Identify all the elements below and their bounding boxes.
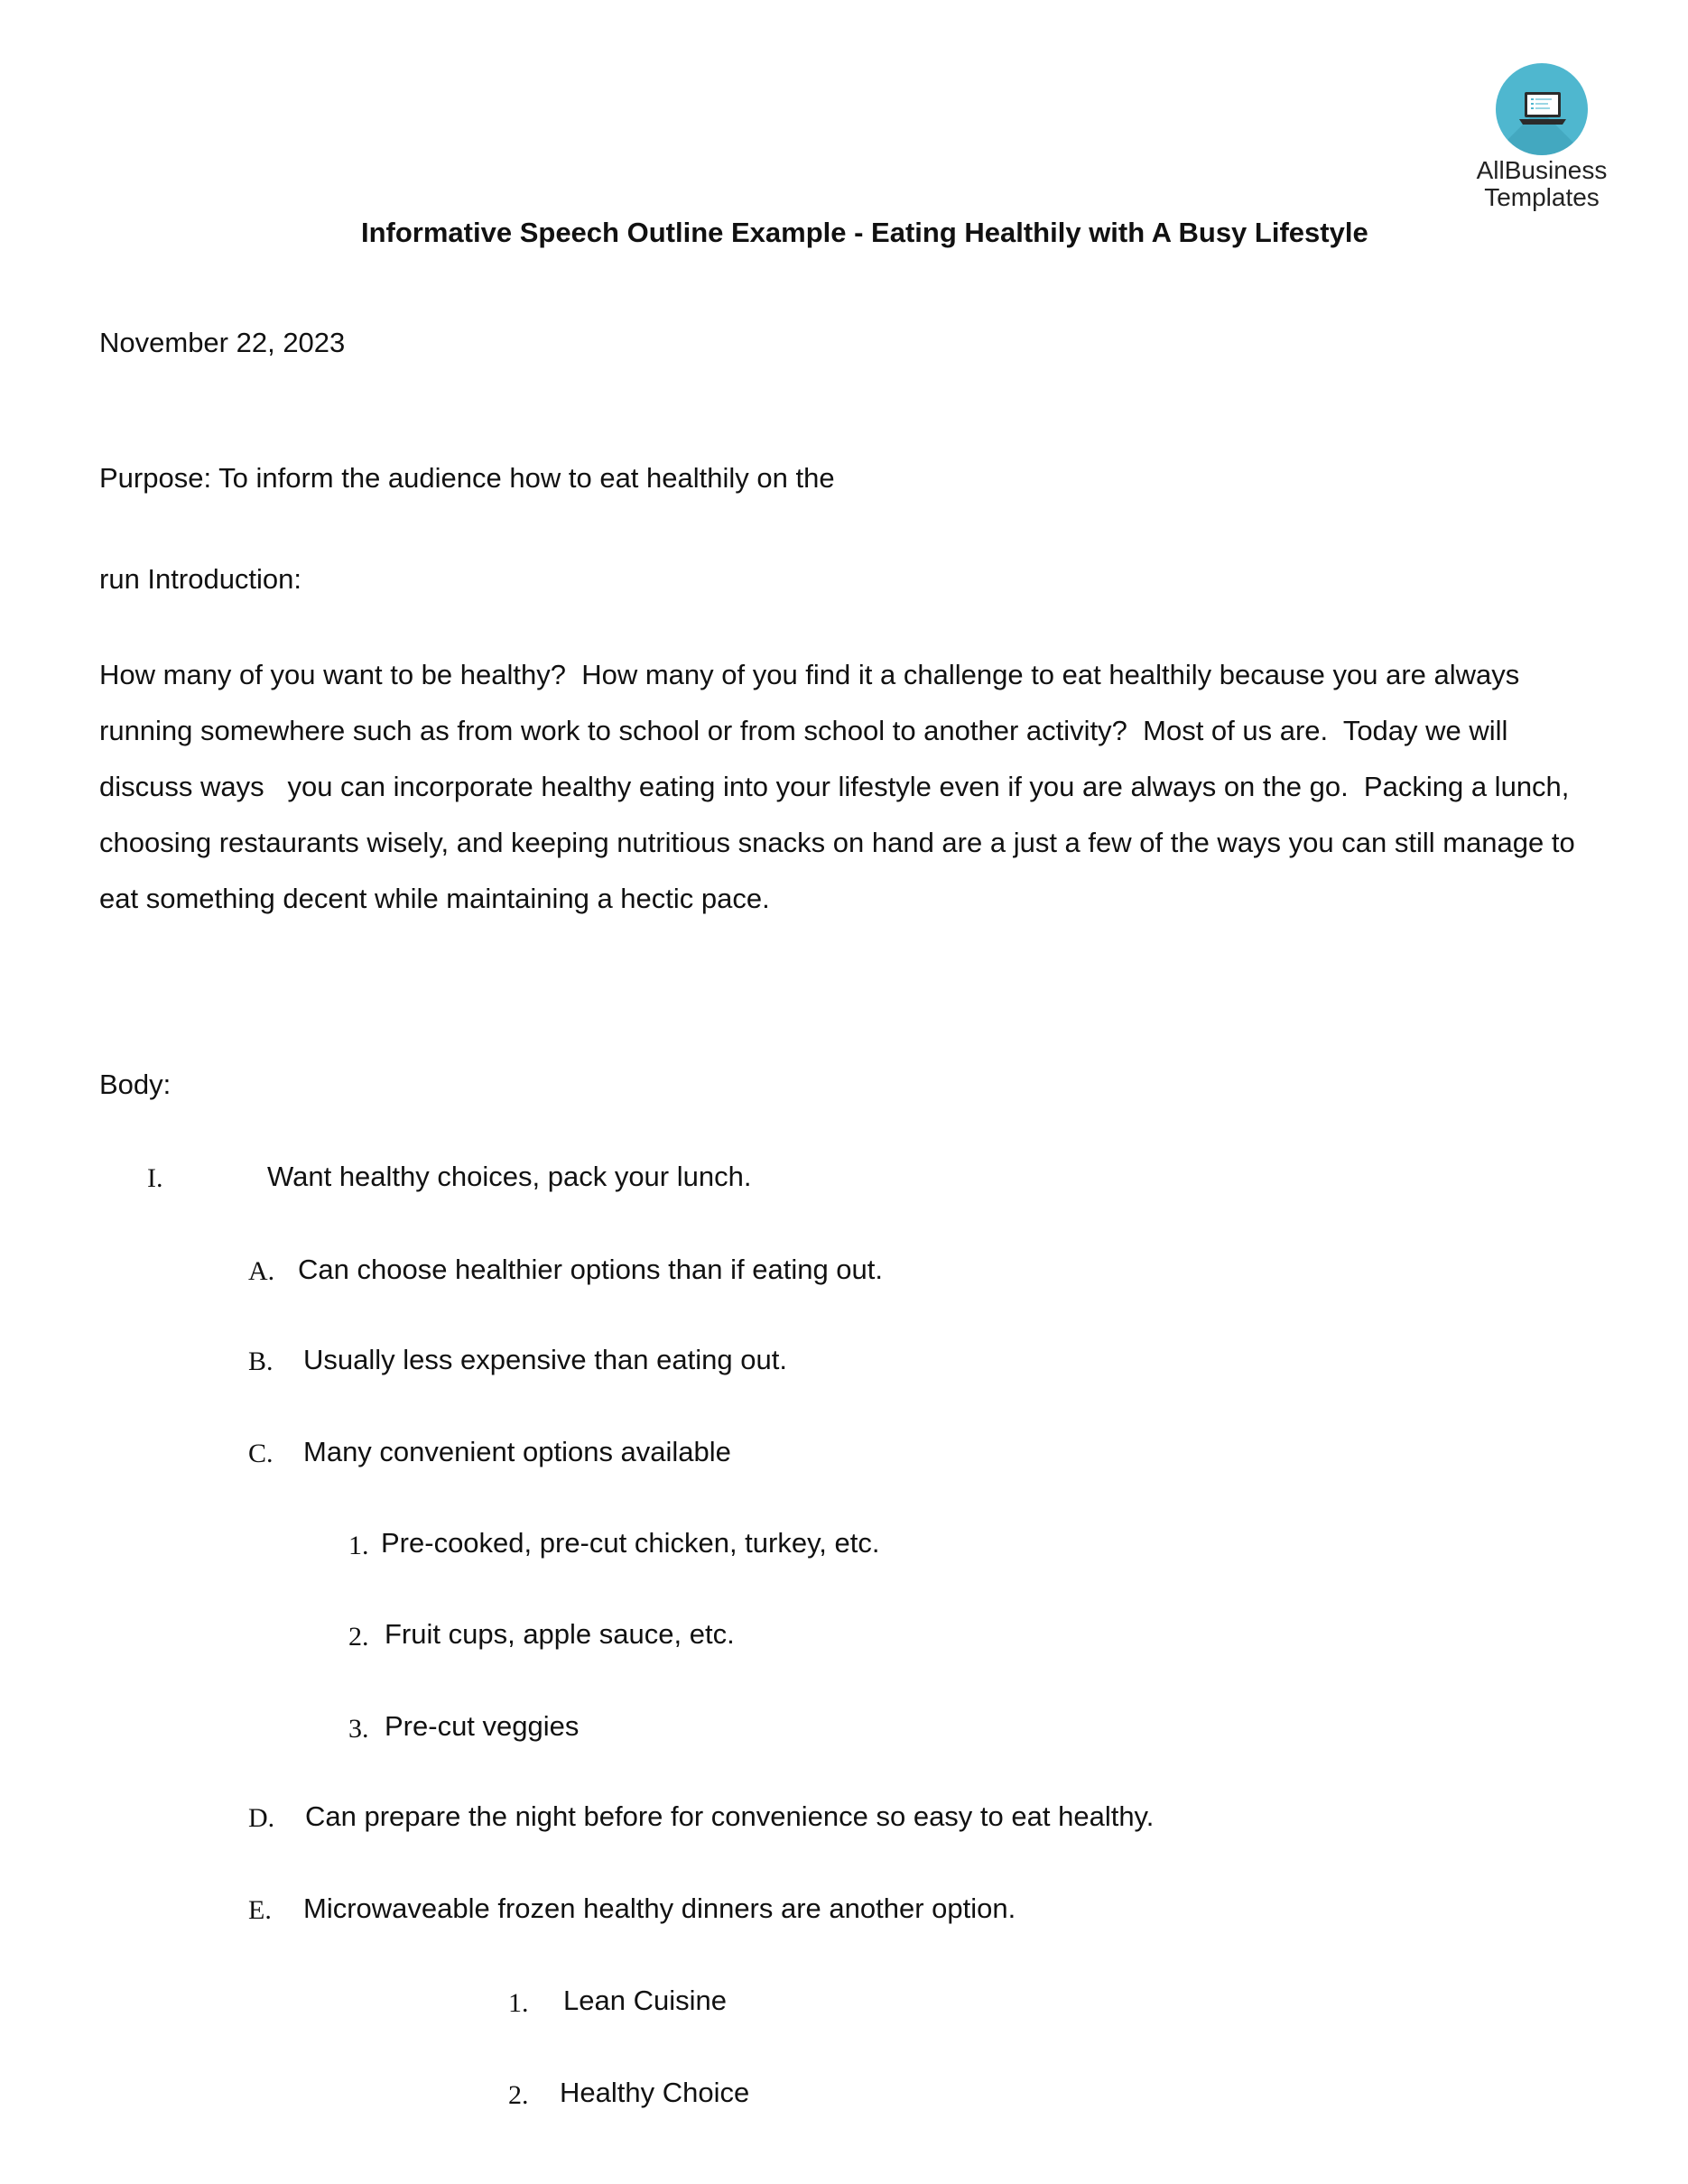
outline-marker-e: E. — [248, 1895, 272, 1925]
logo-line-1: AllBusiness — [1476, 156, 1608, 184]
logo-line-2: Templates — [1484, 183, 1600, 211]
outline-marker-d: D. — [248, 1803, 275, 1833]
outline-item-c3: Pre-cut veggies — [385, 1710, 580, 1742]
introduction-paragraph — [99, 661, 1580, 940]
body-heading: Body: — [99, 1069, 172, 1100]
outline-item-c1: Pre-cooked, pre-cut chicken, turkey, etc. — [381, 1527, 880, 1559]
paragraph-line: discuss ways you can incorporate healthy eating into your lifestyle even if you are always on the go. Packing a lunch, — [99, 771, 1570, 802]
outline-item-b: Usually less expensive than eating out. — [303, 1344, 787, 1375]
outline-item-a: Can choose healthier options than if eating out. — [298, 1254, 884, 1285]
outline-marker-c3: 3. — [348, 1714, 369, 1744]
outline-marker-e2: 2. — [508, 2080, 529, 2110]
outline-marker-b: B. — [248, 1346, 274, 1376]
paragraph-line: running somewhere such as from work to school or from school to another activity? Most of us are. Today we will — [99, 715, 1508, 746]
logo-circle — [1496, 63, 1588, 155]
purpose-statement: Purpose: To inform the audience how to eat healthily on the — [99, 462, 835, 494]
paragraph-line: choosing restaurants wisely, and keeping nutritious snacks on hand are a just a few of the ways you can still manage to — [99, 827, 1575, 858]
document-title: Informative Speech Outline Example - Eating Healthily with A Busy Lifestyle — [361, 217, 1368, 248]
outline-item-c: Many convenient options available — [303, 1436, 731, 1467]
laptop-icon — [1519, 88, 1566, 130]
outline-item-e2: Healthy Choice — [560, 2077, 750, 2108]
allbusiness-templates-logo — [1471, 63, 1612, 217]
paragraph-line: How many of you want to be healthy? How many of you find it a challenge to eat healthily because you are always — [99, 659, 1520, 690]
outline-item-c2: Fruit cups, apple sauce, etc. — [385, 1618, 735, 1650]
outline-marker-c2: 2. — [348, 1622, 369, 1652]
outline-marker-e1: 1. — [508, 1988, 529, 2018]
paragraph-line: eat something decent while maintaining a hectic pace. — [99, 883, 770, 914]
outline-item-d: Can prepare the night before for convenience so easy to eat healthy. — [305, 1800, 1155, 1832]
outline-marker-c1: 1. — [348, 1531, 369, 1560]
outline-marker-i: I. — [147, 1163, 163, 1193]
introduction-heading: run Introduction: — [99, 563, 302, 595]
logo-wordmark — [1471, 157, 1612, 211]
outline-item-i: Want healthy choices, pack your lunch. — [267, 1161, 752, 1192]
outline-marker-c: C. — [248, 1439, 274, 1468]
outline-marker-a: A. — [248, 1256, 275, 1286]
outline-item-e: Microwaveable frozen healthy dinners are another option. — [303, 1892, 1016, 1924]
document-date: November 22, 2023 — [99, 327, 346, 358]
outline-item-e1: Lean Cuisine — [563, 1985, 727, 2016]
